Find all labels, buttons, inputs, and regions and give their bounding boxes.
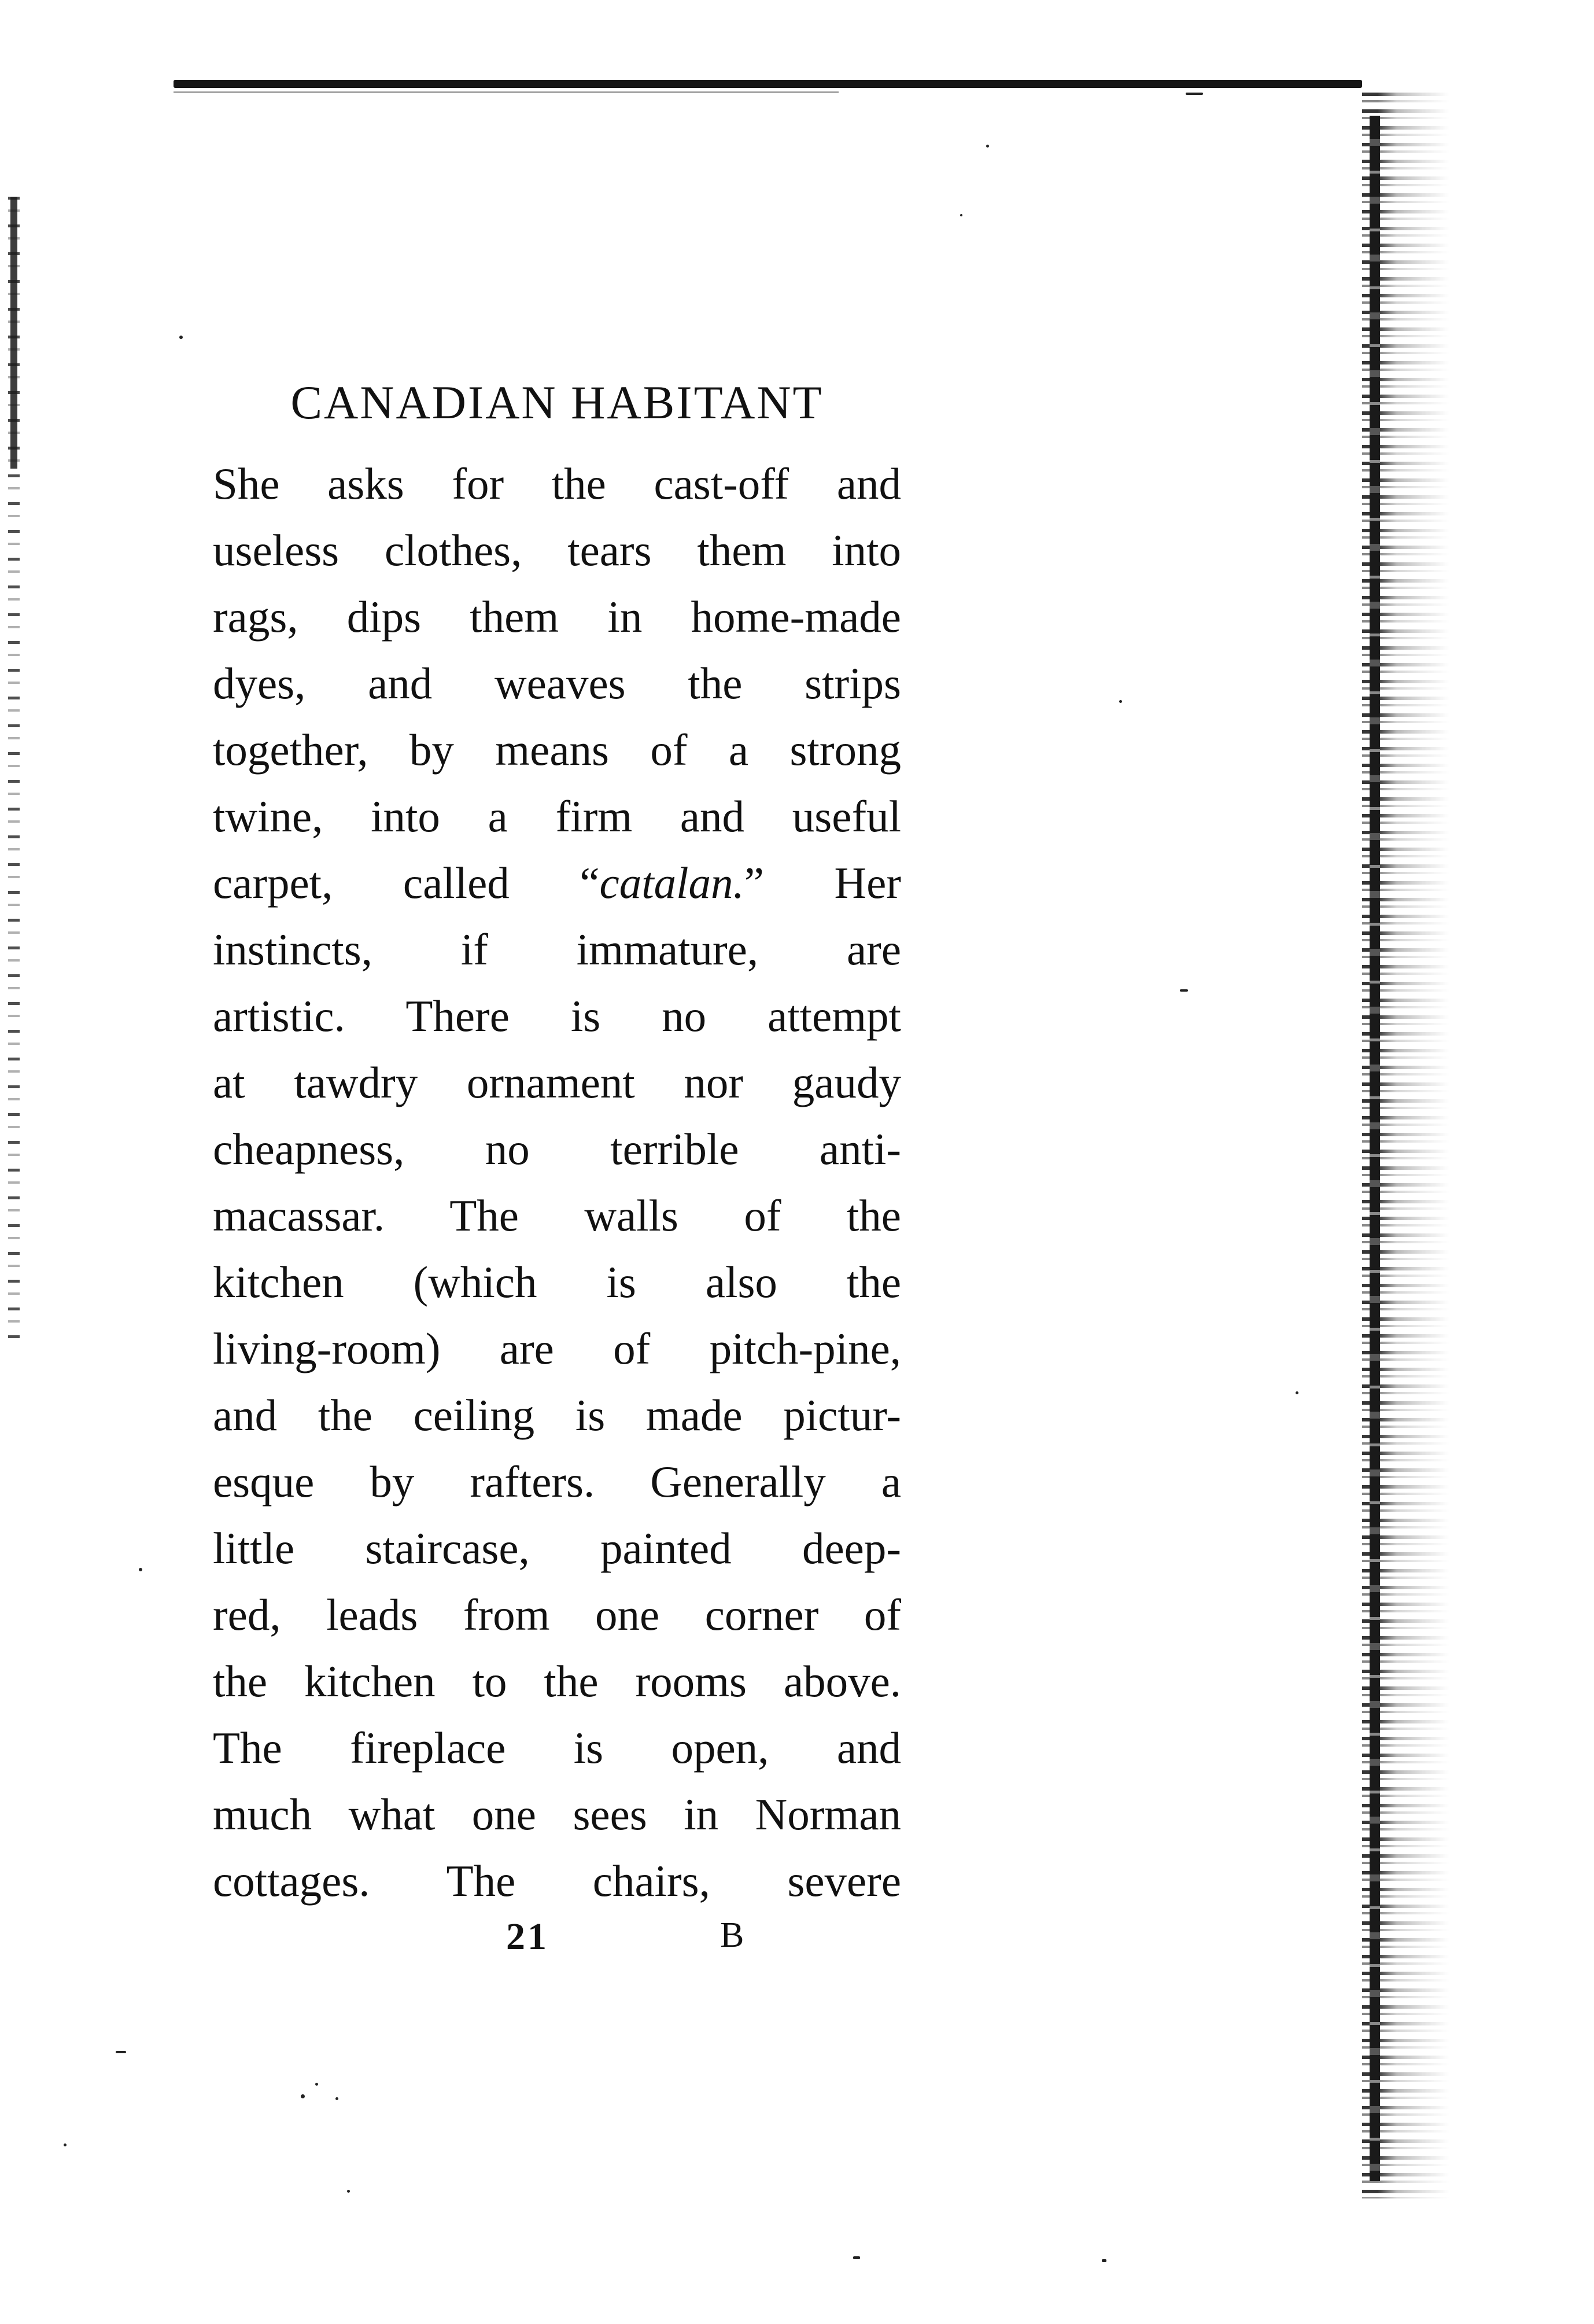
italic-term-catalan: catalan.: [599, 858, 744, 908]
text-line: kitchen (which is also the: [213, 1257, 901, 1307]
text-line: together, by means of a strong: [213, 725, 901, 775]
body-text: [213, 451, 901, 1914]
scan-speck: [1102, 2259, 1106, 2262]
text-line: The fireplace is open, and: [213, 1723, 901, 1773]
text-line: the kitchen to the rooms above.: [213, 1656, 901, 1706]
running-header: CANADIAN HABITANT: [290, 376, 824, 429]
signature-mark: B: [720, 1916, 744, 1955]
scan-speck: [179, 336, 183, 339]
text-line: dyes, and weaves the strips: [213, 658, 901, 708]
page-number: 21: [506, 1916, 549, 1958]
scan-speck: [64, 2143, 67, 2146]
scan-speck: [301, 2094, 305, 2098]
text-line: much what one sees in Norman: [213, 1789, 901, 1839]
scan-speck: [1119, 700, 1122, 703]
scan-speck: [1186, 93, 1203, 95]
text-line: cottages. The chairs, severe: [213, 1856, 901, 1906]
scan-speck: [1180, 989, 1188, 992]
scan-speck: [986, 145, 989, 148]
scan-edge-bar-left: [10, 197, 17, 469]
scan-speck: [116, 2051, 126, 2053]
scan-speck: [139, 1568, 142, 1571]
text-segment: carpet, called “: [213, 858, 600, 908]
text-line: cheapness, no terrible anti-: [213, 1124, 901, 1174]
binding-edge-bar-right: [1370, 116, 1380, 2181]
scan-speck: [315, 2083, 318, 2086]
text-segment: ” Her: [744, 858, 901, 908]
scan-speck: [960, 214, 962, 216]
scan-speck: [347, 2190, 350, 2193]
text-line-catalan: [213, 850, 901, 916]
top-rule-shadow: [174, 91, 839, 93]
top-rule: [174, 80, 1362, 88]
text-line: and the ceiling is made pictur-: [213, 1390, 901, 1440]
text-line: artistic. There is no attempt: [213, 991, 901, 1041]
text-line: rags, dips them in home-made: [213, 592, 901, 642]
text-line: esque by rafters. Generally a: [213, 1457, 901, 1507]
text-line: red, leads from one corner of: [213, 1590, 901, 1640]
scan-speck: [335, 2097, 338, 2100]
text-line: useless clothes, tears them into: [213, 525, 901, 575]
text-line: macassar. The walls of the: [213, 1191, 901, 1240]
text-line: She asks for the cast-off and: [213, 459, 901, 509]
text-line: instincts, if immature, are: [213, 925, 901, 974]
text-line: little staircase, painted deep-: [213, 1523, 901, 1573]
scan-speck: [853, 2256, 860, 2259]
text-line: at tawdry ornament nor gaudy: [213, 1058, 901, 1107]
scan-speck: [1296, 1391, 1298, 1394]
text-line: twine, into a firm and useful: [213, 791, 901, 841]
text-line: living-room) are of pitch-pine,: [213, 1324, 901, 1373]
